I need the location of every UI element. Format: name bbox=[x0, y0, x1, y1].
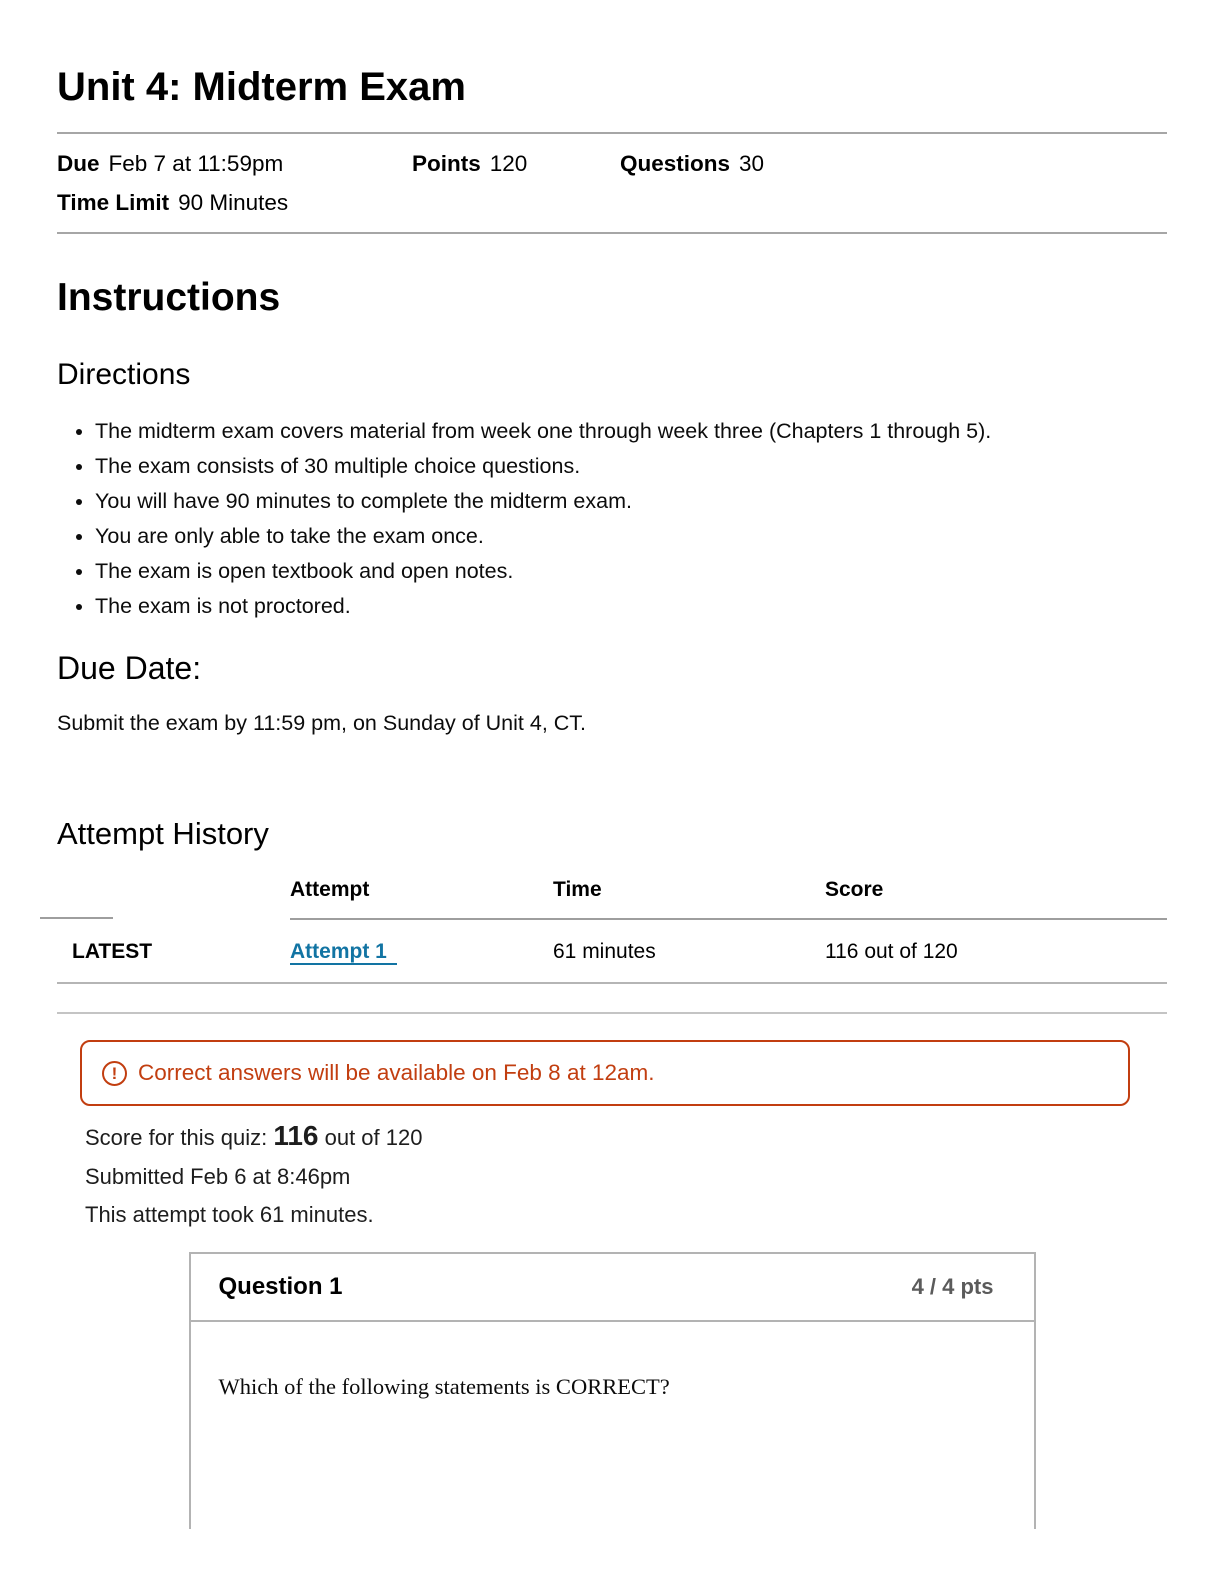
table-row bbox=[57, 919, 1167, 983]
score-value: 116 bbox=[273, 1120, 319, 1151]
points-label: Points bbox=[412, 151, 481, 176]
instruction-bullet: • The exam is open textbook and open notes. bbox=[95, 558, 1167, 585]
instructions-heading: Instructions bbox=[57, 276, 281, 319]
instruction-bullet: • You will have 90 minutes to complete the midterm exam. bbox=[95, 488, 1167, 515]
instruction-bullet: • The exam consists of 30 multiple choice questions. bbox=[95, 453, 1167, 480]
alert-text: Correct answers will be available on Feb 8 at 12am. bbox=[138, 1060, 655, 1085]
duration-line: This attempt took 61 minutes. bbox=[85, 1202, 374, 1227]
directions-heading: Directions bbox=[57, 358, 191, 391]
due-date-text: Submit the exam by 11:59 pm, on Sunday of Unit 4, CT. bbox=[57, 711, 587, 735]
score-prefix: Score for this quiz: bbox=[85, 1125, 268, 1150]
quiz-score-line bbox=[85, 1120, 1167, 1152]
question-points: 4 / 4 pts bbox=[911, 1274, 994, 1299]
due-label: Due bbox=[57, 151, 100, 176]
attempt-time: 61 minutes bbox=[553, 919, 825, 983]
instruction-bullet: • You are only able to take the exam once. bbox=[95, 523, 1167, 550]
due-date-heading: Due Date: bbox=[57, 650, 202, 686]
time-limit-meta bbox=[57, 190, 288, 216]
attempt-link[interactable]: Attempt 1 bbox=[290, 940, 397, 965]
time-limit-value: 90 Minutes bbox=[178, 190, 289, 215]
instruction-bullet: • The exam is not proctored. bbox=[95, 593, 1167, 620]
due-meta bbox=[57, 151, 412, 177]
points-meta bbox=[412, 151, 620, 177]
question-header bbox=[189, 1252, 1036, 1322]
directions-list bbox=[57, 418, 1167, 620]
exclamation-circle-icon: ! bbox=[102, 1061, 127, 1086]
points-value: 120 bbox=[489, 151, 528, 176]
divider bbox=[57, 1012, 1167, 1014]
instruction-bullet: • The midterm exam covers material from week one through week three (Chapters 1 through 5). bbox=[95, 418, 1167, 445]
attempt-score: 116 out of 120 bbox=[825, 919, 1167, 983]
attempt-column-header: Attempt bbox=[290, 878, 553, 919]
score-summary bbox=[85, 1120, 1167, 1228]
questions-value: 30 bbox=[739, 151, 765, 176]
due-value: Feb 7 at 11:59pm bbox=[108, 151, 284, 176]
time-limit-label: Time Limit bbox=[57, 190, 170, 215]
question-text: Which of the following statements is CORRECT? bbox=[218, 1374, 670, 1399]
question-card bbox=[189, 1252, 1036, 1529]
quiz-meta bbox=[57, 151, 1167, 216]
questions-label: Questions bbox=[620, 151, 731, 176]
score-suffix: out of 120 bbox=[324, 1125, 423, 1150]
attempt-history-table bbox=[57, 878, 1167, 984]
question-body bbox=[189, 1322, 1036, 1529]
attempt-history-heading: Attempt History bbox=[57, 816, 269, 851]
empty-column-header bbox=[57, 878, 290, 919]
page-title: Unit 4: Midterm Exam bbox=[57, 65, 466, 109]
submitted-line: Submitted Feb 6 at 8:46pm bbox=[85, 1164, 351, 1189]
question-title: Question 1 bbox=[218, 1273, 343, 1300]
time-column-header: Time bbox=[553, 878, 825, 919]
table-header-row bbox=[57, 878, 1167, 919]
score-column-header: Score bbox=[825, 878, 1167, 919]
latest-badge: LATEST bbox=[57, 919, 290, 983]
divider bbox=[57, 132, 1167, 134]
questions-meta bbox=[620, 151, 764, 177]
divider bbox=[57, 232, 1167, 234]
answers-alert bbox=[80, 1040, 1130, 1106]
